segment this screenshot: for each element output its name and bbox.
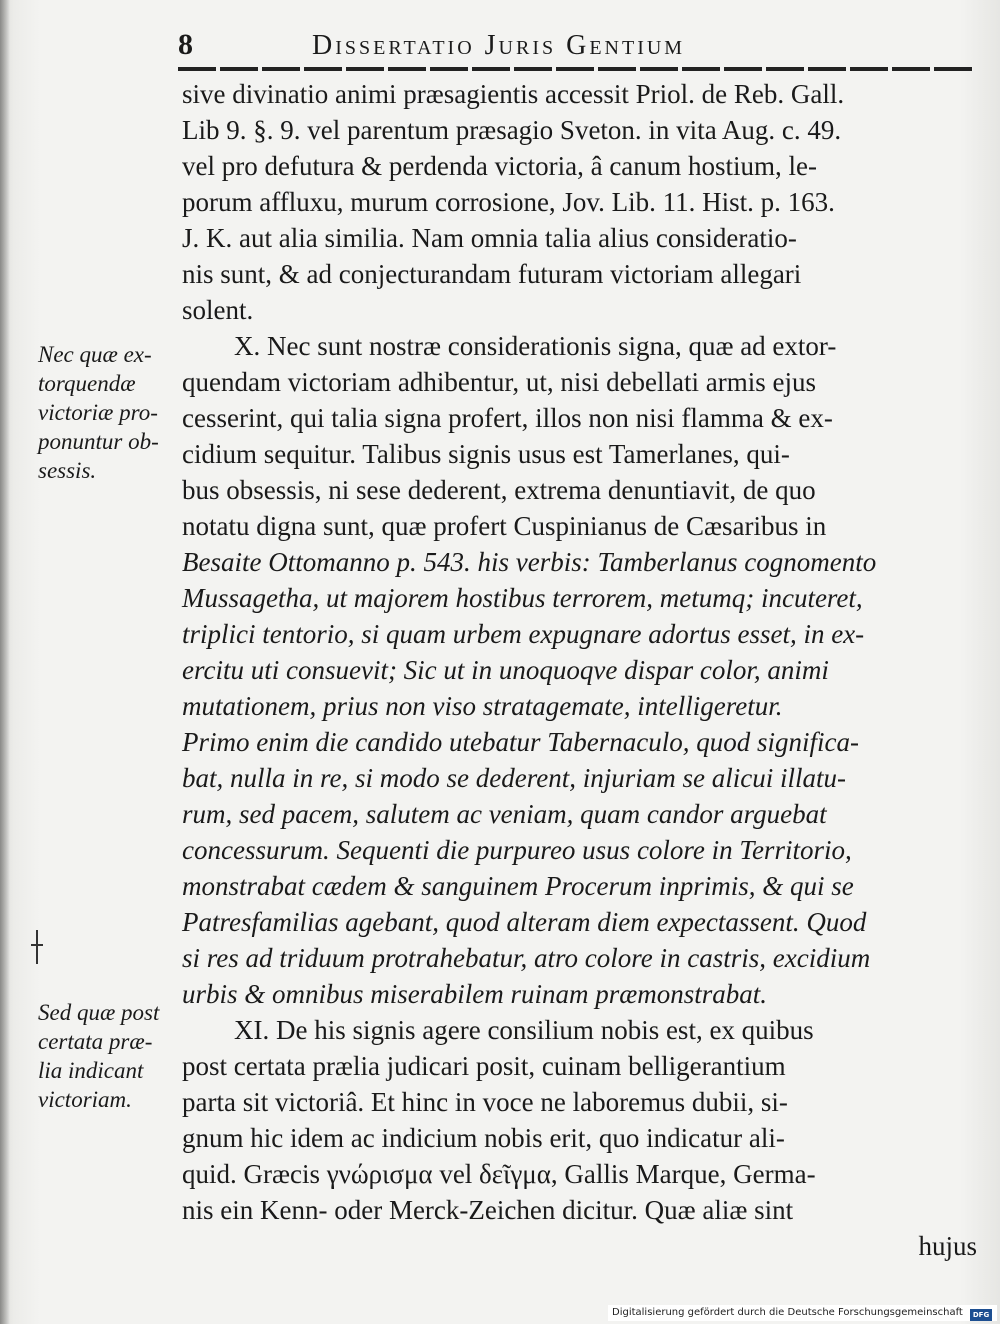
text-line: gnum hic idem ac indicium nobis erit, quo indicatur ali- <box>182 1123 785 1153</box>
quotation-line: urbis & omnibus miserabilem ruinam præmonstrabat. <box>182 979 768 1009</box>
marginal-note-line: torquendæ <box>38 371 136 396</box>
marginal-note-line: victoriæ pro- <box>38 400 158 425</box>
text-line: quendam victoriam adhibentur, ut, nisi debellati armis ejus <box>182 367 817 397</box>
text-line: Lib 9. §. 9. vel parentum præsagio Sveton. in vita Aug. c. 49. <box>182 115 842 145</box>
marginal-note-2 <box>38 998 178 1114</box>
margin-cross-mark <box>36 930 38 964</box>
marginal-note-line: Sed quæ post <box>38 1000 160 1025</box>
marginal-note-line: Nec quæ ex- <box>38 342 152 367</box>
marginal-note-line: sessis. <box>38 458 97 483</box>
marginal-note-line: ponuntur ob- <box>38 429 159 454</box>
page-header <box>178 26 978 66</box>
text-line: cesserint, qui talia signa profert, illos non nisi flamma & ex- <box>182 403 833 433</box>
marginal-note-line: victoriam. <box>38 1087 132 1112</box>
section-x-start: X. Nec sunt nostræ considerationis signa, quæ ad extor- <box>234 331 837 361</box>
quotation-line: Besaite Ottomanno p. 543. his verbis: Tamberlanus cognomento <box>182 547 877 577</box>
marginal-note-1 <box>38 340 178 485</box>
text-line: bus obsessis, ni sese dederent, extrema denuntiavit, de quo <box>182 475 816 505</box>
text-line: solent. <box>182 295 254 325</box>
text-line: porum affluxu, murum corrosione, Jov. Lib. 11. Hist. p. 163. <box>182 187 835 217</box>
text-line: post certata prælia judicari posit, cuinam belligerantium <box>182 1051 786 1081</box>
marginal-note-line: lia indicant <box>38 1058 144 1083</box>
section-xi-start: XI. De his signis agere consilium nobis est, ex quibus <box>234 1015 814 1045</box>
text-line: nis sunt, & ad conjecturandam futuram victoriam allegari <box>182 259 802 289</box>
quotation-line: bat, nulla in re, si modo se dederent, injuriam se alicui illatu- <box>182 763 846 793</box>
text-line: cidium sequitur. Talibus signis usus est Tamerlanes, qui- <box>182 439 790 469</box>
text-line: nis ein Kenn- oder Merck-Zeichen dicitur. Quæ aliæ sint <box>182 1195 794 1225</box>
quotation-line: triplici tentorio, si quam urbem expugnare adortus esset, in ex- <box>182 619 865 649</box>
text-line: quid. Græcis γνώρισμα vel δεῖγμα, Gallis Marque, Germa- <box>182 1159 816 1189</box>
quotation-line: rum, sed pacem, salutem ac veniam, quam candor arguebat <box>182 799 827 829</box>
quotation-line: si res ad triduum protrahebatur, atro colore in castris, excidium <box>182 943 871 973</box>
catchword: hujus <box>918 1231 977 1261</box>
quotation-line: monstrabat cædem & sanguinem Procerum inprimis, & qui se <box>182 871 854 901</box>
text-line: parta sit victoriâ. Et hinc in voce ne laboremus dubii, si- <box>182 1087 788 1117</box>
text-line: notatu digna sunt, quæ profert Cuspinianus de Cæsaribus in <box>182 511 827 541</box>
digitization-footer <box>608 1305 997 1321</box>
page-binding-shadow <box>0 0 10 1324</box>
quotation-line: Primo enim die candido utebatur Tabernaculo, quod significa- <box>182 727 859 757</box>
quotation-line: concessurum. Sequenti die purpureo usus colore in Territorio, <box>182 835 852 865</box>
running-title: Dissertatio Juris Gentium <box>312 30 686 61</box>
body-text <box>182 76 977 1264</box>
page-number: 8 <box>178 28 193 61</box>
quotation-line: Mussagetha, ut majorem hostibus terrorem, metumq; incuteret, <box>182 583 863 613</box>
quotation-line: mutationem, prius non viso stratagemate, intelligeretur. <box>182 691 783 721</box>
quotation-line: Patresfamilias agebant, quod alteram diem expectassent. Quod <box>182 907 867 937</box>
header-rule <box>178 67 973 71</box>
text-line: sive divinatio animi præsagientis accessit Priol. de Reb. Gall. <box>182 79 845 109</box>
marginal-note-line: certata præ- <box>38 1029 153 1054</box>
text-line: vel pro defutura & perdenda victoria, â canum hostium, le- <box>182 151 818 181</box>
dfg-logo: DFG <box>970 1309 992 1321</box>
footer-text: Digitalisierung gefördert durch die Deutsche Forschungsgemeinschaft <box>612 1307 963 1318</box>
quotation-line: ercitu uti consuevit; Sic ut in unoquoqve dispar color, animi <box>182 655 829 685</box>
text-line: J. K. aut alia similia. Nam omnia talia alius consideratio- <box>182 223 797 253</box>
